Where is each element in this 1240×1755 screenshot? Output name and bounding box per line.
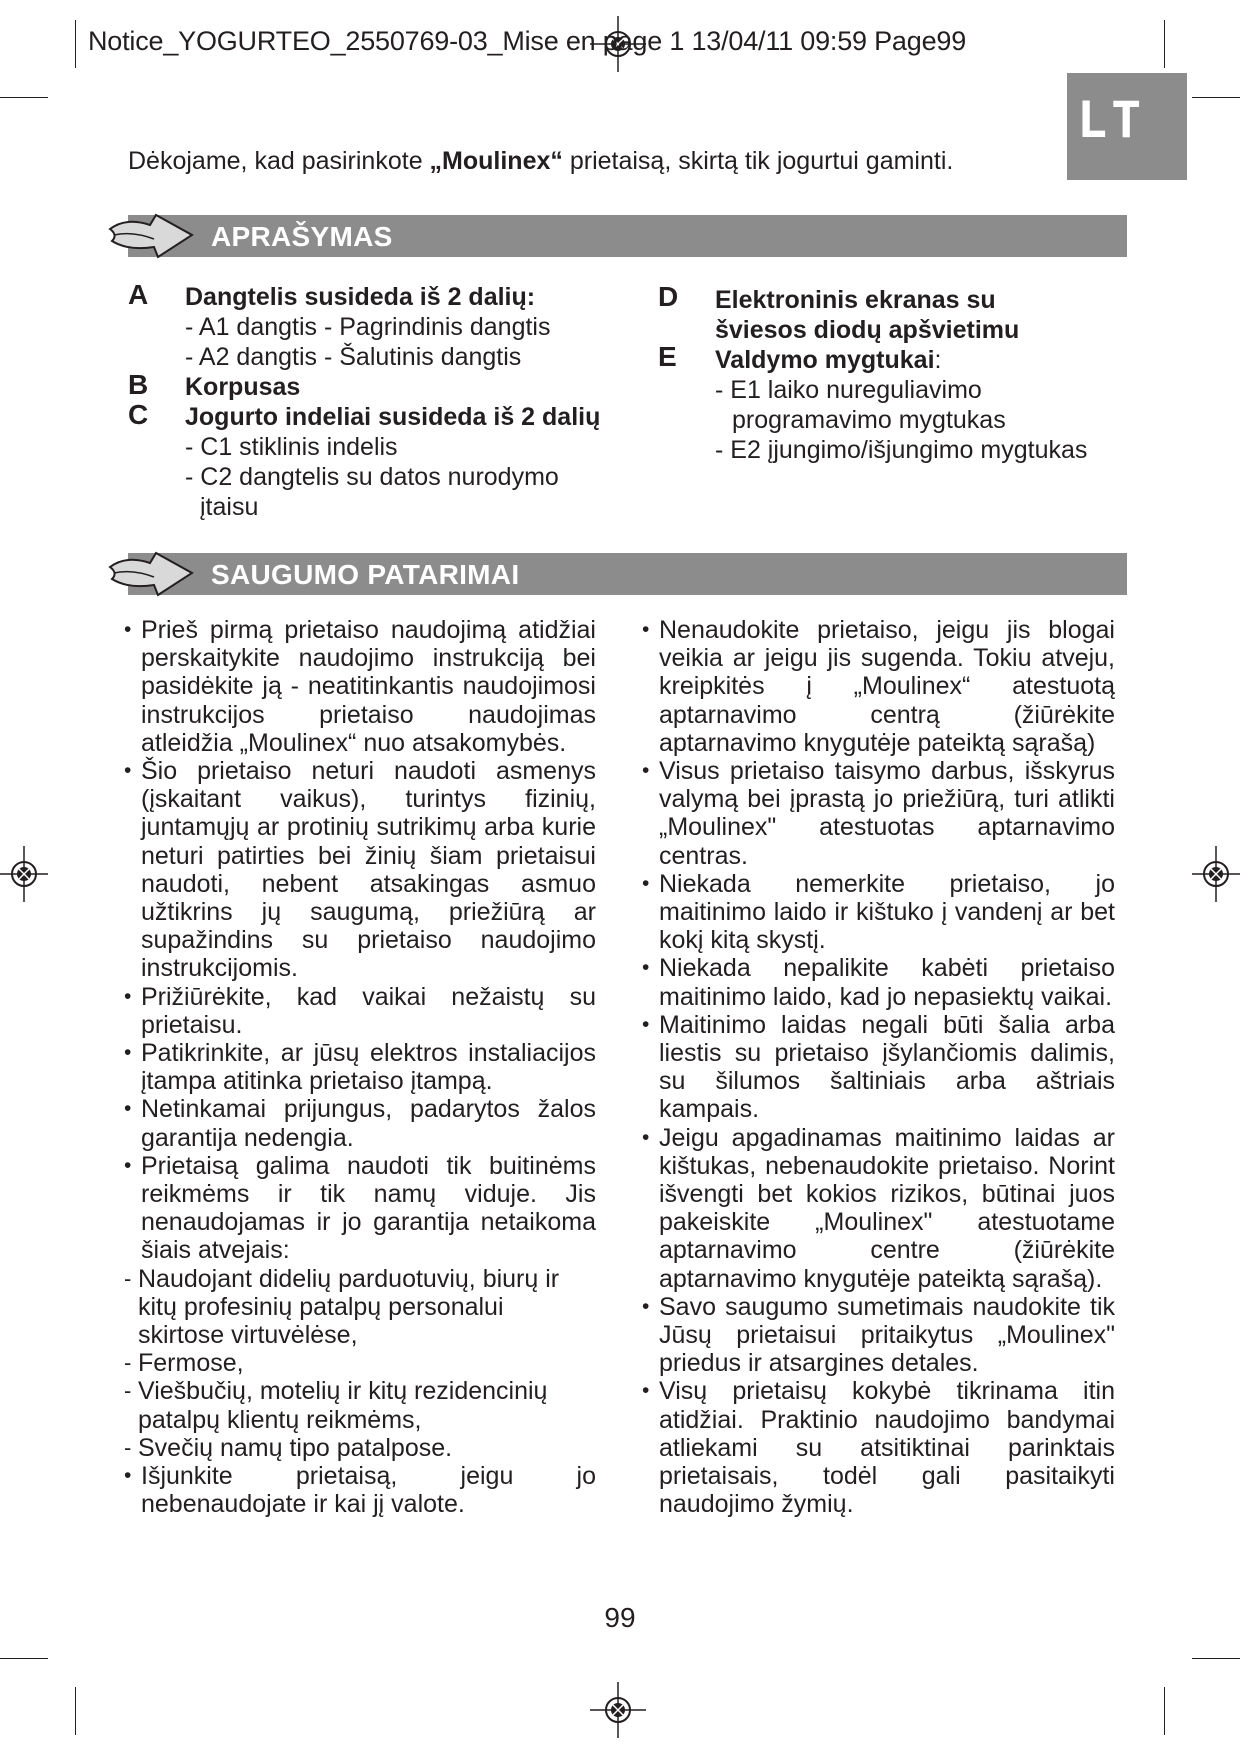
registration-mark-icon — [1192, 846, 1240, 902]
section-title: SAUGUMO PATARIMAI — [211, 559, 520, 590]
part-title: Jogurto indeliai susideda iš 2 dalių — [185, 403, 601, 431]
part-title: Dangtelis susideda iš 2 dalių: — [185, 283, 536, 311]
safety-item: • Išjunkite prietaisą, jeigu jo nebenaudojate ir kai jį valote. — [124, 1462, 596, 1518]
safety-item: • Patikrinkite, ar jūsų elektros instaliacijos įtampa atitinka prietaiso įtampą. — [124, 1039, 596, 1095]
part-title: šviesos diodų apšvietimu — [715, 316, 1020, 344]
crop-mark — [1164, 1687, 1165, 1735]
safety-item: • Šio prietaiso neturi naudoti asmenys (įskaitant vaikus), turintys fizinių, juntamųjų ar protinių sutrikimų arba kurie neturi patirties bei žinių šiam prietaisui naudoti, nebent atsakingas asmuo užtikrins jų saugumą, priežiūrą ar supažindins su prietaiso naudojimo instrukcijomis. — [124, 757, 596, 983]
safety-item: • Visus prietaiso taisymo darbus, išskyrus valymą bei įprastą jo priežiūrą, turi atlikti „Moulinex" atestuotas aptarnavimo centras. — [642, 757, 1115, 870]
safety-item: • Prieš pirmą prietaiso naudojimą atidžiai perskaitykite naudojimo instrukciją bei pasidėkite ją - neatitinkantis naudojimosi instrukcijos prietaiso naudojimas atleidžia „Moulinex“ nuo atsakomybės. — [124, 616, 596, 757]
safety-item: • Prižiūrėkite, kad vaikai nežaistų su prietaisu. — [124, 983, 596, 1039]
part-letter: C — [128, 399, 149, 430]
safety-subitem: - Naudojant didelių parduotuvių, biurų ir kitų profesinių patalpų personalui skirtose virtuvėlėse, — [124, 1265, 596, 1350]
arrow-icon — [106, 545, 198, 603]
part-detail: - E1 laiko nureguliavimo — [715, 376, 982, 404]
safety-sublist — [124, 1265, 596, 1462]
part-detail: - C2 dangtelis su datos nurodymo — [185, 463, 559, 491]
safety-item: • Nenaudokite prietaiso, jeigu jis blogai veikia ar jeigu jis sugenda. Tokiu atveju, kreipkitės į „Moulinex“ atestuotą aptarnavimo centrą (žiūrėkite aptarnavimo knygutėje pateiktą sąrašą) — [642, 616, 1115, 757]
crop-mark — [1192, 97, 1240, 98]
part-title: Korpusas — [185, 373, 301, 401]
part-detail: - C1 stiklinis indelis — [185, 433, 398, 461]
safety-item: • Niekada nemerkite prietaiso, jo maitinimo laido ir kištuko į vandenį ar bet kokį kitą skystį. — [642, 870, 1115, 955]
part-detail: programavimo mygtukas — [732, 406, 1006, 434]
part-letter: A — [128, 279, 149, 310]
part-title: Elektroninis ekranas su — [715, 286, 996, 314]
crop-mark — [0, 1658, 48, 1659]
crop-mark — [1192, 1658, 1240, 1659]
brand-name: „Moulinex“ — [429, 147, 563, 175]
safety-item: • Netinkamai prijungus, padarytos žalos garantija nedengia. — [124, 1095, 596, 1151]
part-title: Valdymo mygtukai: — [715, 346, 942, 374]
part-letter: E — [658, 341, 677, 372]
part-letter: B — [128, 369, 149, 400]
part-detail: - E2 įjungimo/išjungimo mygtukas — [715, 436, 1088, 464]
arrow-icon — [106, 207, 198, 265]
crop-mark — [75, 20, 76, 68]
part-detail: - A1 dangtis - Pagrindinis dangtis — [185, 313, 551, 341]
registration-mark-icon — [0, 846, 48, 902]
description-list — [128, 280, 1128, 530]
safety-subitem: - Svečių namų tipo patalpose. — [124, 1434, 596, 1462]
registration-mark-icon — [590, 1682, 646, 1738]
section-band-safety — [128, 553, 1127, 595]
crop-mark — [1164, 20, 1165, 68]
safety-item: • Savo saugumo sumetimais naudokite tik Jūsų prietaisui pritaikytus „Moulinex" priedus ir atsargines detales. — [642, 1293, 1115, 1378]
safety-item — [124, 1152, 596, 1265]
safety-item: • Maitinimo laidas negali būti šalia arba liestis su prietaiso įšylančiomis dalimis, su šilumos šaltiniais arba aštriais kampais. — [642, 1011, 1115, 1124]
safety-item-text: • Prietaisą galima naudoti tik buitinėms reikmėms ir tik namų viduje. Jis nenaudojamas ir jo garantija netaikoma šiais atvejais: — [141, 1151, 596, 1265]
language-tab — [1067, 73, 1187, 180]
safety-subitem: - Fermose, — [124, 1349, 596, 1377]
crop-mark — [75, 1687, 76, 1735]
part-detail: - A2 dangtis - Šalutinis dangtis — [185, 343, 522, 371]
safety-column-right — [642, 616, 1115, 1519]
page-number: 99 — [604, 1602, 636, 1633]
part-letter: D — [658, 281, 679, 312]
intro-text: Dėkojame, kad pasirinkote „Moulinex“ prietaisą, skirtą tik jogurtui gaminti. — [128, 147, 954, 175]
safety-column-left — [124, 616, 596, 1519]
safety-subitem: - Viešbučių, motelių ir kitų rezidencinių patalpų klientų reikmėms, — [124, 1377, 596, 1433]
safety-item: • Visų prietaisų kokybė tikrinama itin atidžiai. Praktinio naudojimo bandymai atliekami su atsitiktinai parinktais prietaisais, todėl gali pasitaikyti naudojimo žymių. — [642, 1377, 1115, 1518]
part-detail: įtaisu — [200, 493, 259, 521]
section-title: APRAŠYMAS — [211, 221, 393, 252]
language-tab-label: LT — [1077, 91, 1146, 149]
crop-mark — [0, 97, 48, 98]
print-slug-header: Notice_YOGURTEO_2550769-03_Mise en page 1 13/04/11 09:59 Page99 — [88, 26, 967, 56]
safety-item: • Niekada nepalikite kabėti prietaiso maitinimo laido, kad jo nepasiektų vaikai. — [642, 954, 1115, 1010]
safety-item: • Jeigu apgadinamas maitinimo laidas ar kištukas, nebenaudokite prietaiso. Norint išvengti bet kokios rizikos, būtinai juos pakeiskite „Moulinex" atestuotame aptarnavimo centre (žiūrėkite aptarnavimo knygutėje pateiktą sąrašą). — [642, 1124, 1115, 1293]
section-band-description — [128, 215, 1127, 257]
